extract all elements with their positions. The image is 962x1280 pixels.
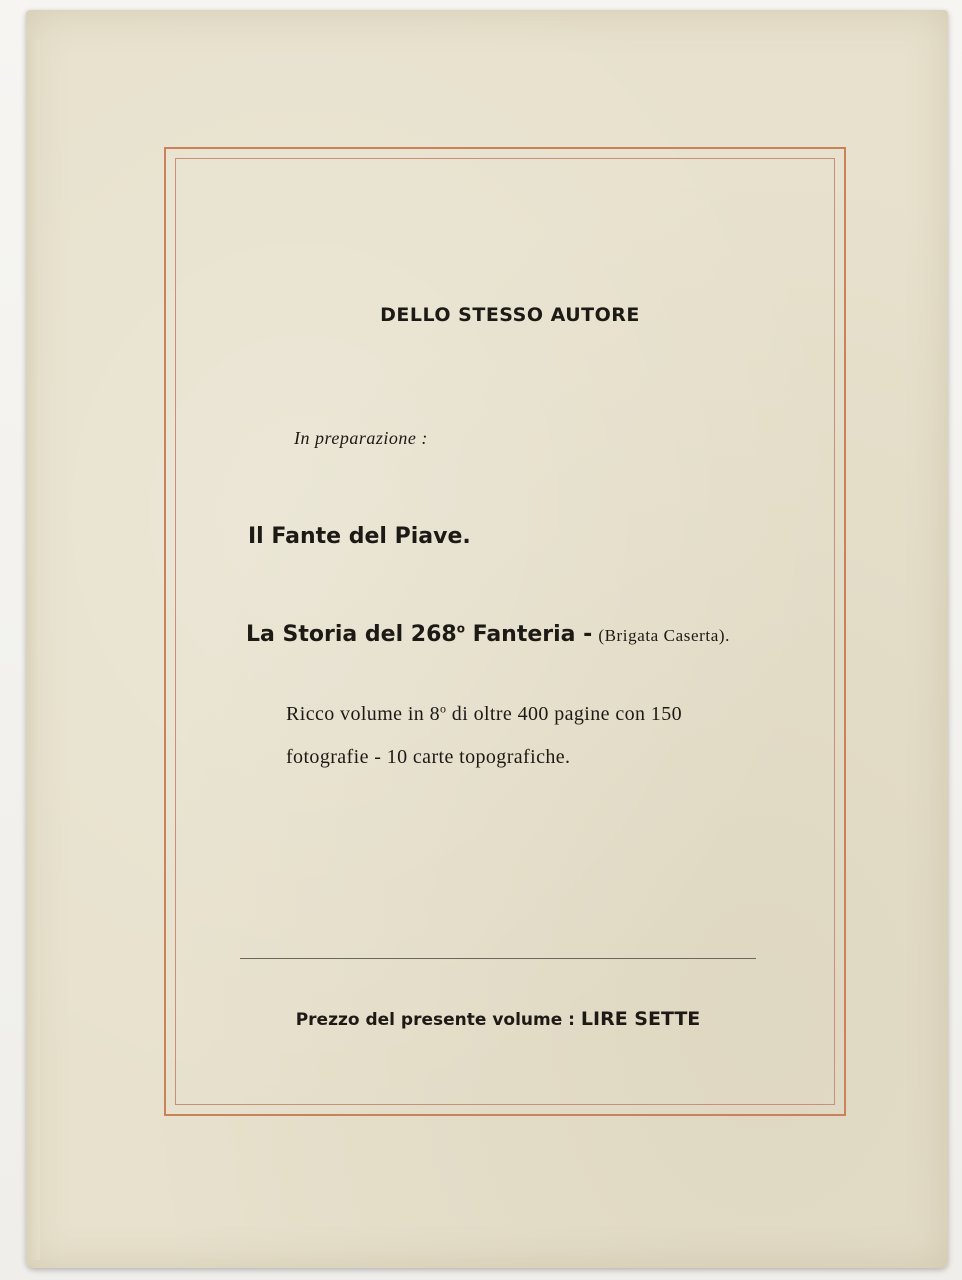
- section-heading: DELLO STESSO AUTORE: [380, 304, 640, 326]
- in-preparation-label: In preparazione :: [294, 428, 428, 448]
- description-line-1-start: Ricco volume in 8: [286, 703, 440, 725]
- work-title-storia: [246, 622, 592, 647]
- price-line: [240, 1008, 756, 1030]
- description-line-1: [286, 703, 682, 726]
- description-line-2: fotografie - 10 carte topografiche.: [286, 746, 571, 768]
- work-title-storia-note: (Brigata Caserta).: [598, 626, 730, 645]
- degree-mark: o: [456, 621, 465, 636]
- price-label: Prezzo del presente volume :: [295, 1010, 575, 1030]
- price-value: LIRE SETTE: [580, 1008, 701, 1030]
- divider-rule: [240, 958, 756, 959]
- degree-mark: o: [440, 701, 447, 716]
- page-edge: [26, 40, 40, 1260]
- work-title-storia-tail: Fanteria -: [464, 622, 593, 647]
- work-title-row-storia: [246, 622, 730, 647]
- work-title-storia-main: La Storia del 268: [246, 622, 457, 647]
- description-line-1-end: di oltre 400 pagine con 150: [446, 703, 683, 725]
- work-title-fante-del-piave: Il Fante del Piave.: [248, 524, 471, 549]
